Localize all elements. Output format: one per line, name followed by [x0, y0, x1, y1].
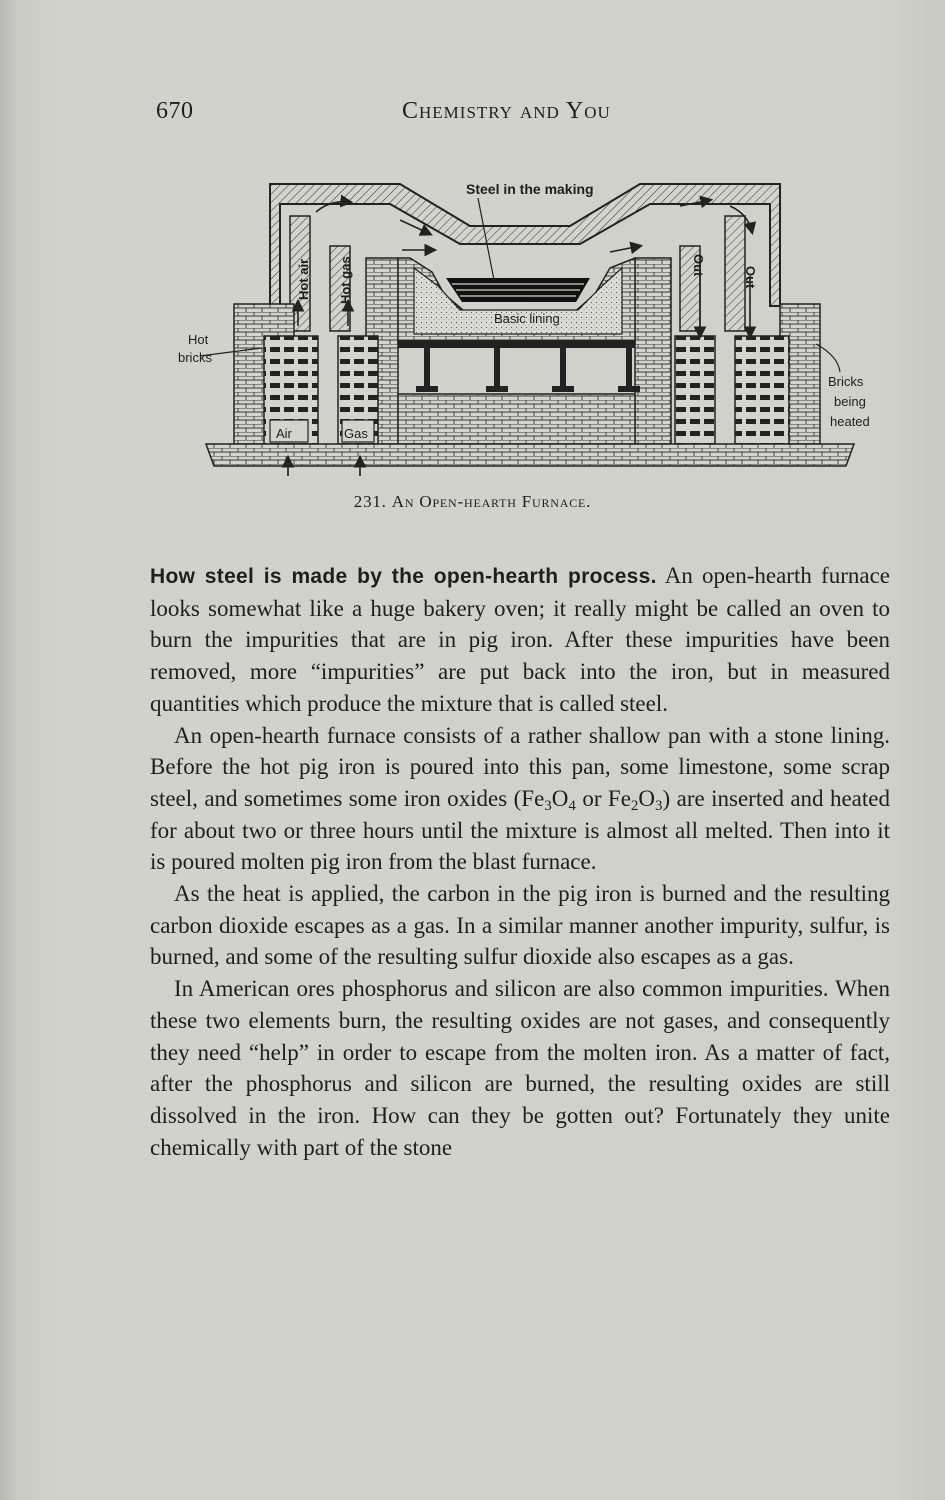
paragraph-1 — [150, 560, 890, 720]
subscript: 3 — [655, 797, 663, 814]
subscript: 2 — [630, 797, 639, 814]
label-basic-lining: Basic lining — [494, 311, 560, 326]
paragraph-2-part-c: or Fe — [575, 785, 631, 811]
subscript: 4 — [568, 797, 576, 814]
label-gas: Gas — [344, 426, 368, 441]
label-bricks-heated-line3: heated — [830, 414, 870, 429]
label-hot-gas: Hot gas — [338, 256, 353, 304]
paragraph-4: In American ores phosphorus and silicon are also common impurities. When these two elements burn, the resulting oxides are not gases, and consequently they need “help” in order to escape from the molten iron. As a matter of fact, after the phosphorus and silicon are burned, the resulting oxides are still dissolved in the iron. How can they be gotten out? Fortunately they unite chemically with part of the stone — [150, 976, 890, 1160]
paragraph-2-part-a: An open-hearth furnace consists of a rather shallow pan with a stone lining. Before the hot pig iron is poured into this pan, some limestone, some scrap steel, and sometimes some iron oxides (Fe — [150, 722, 890, 811]
support-beams — [398, 340, 640, 392]
body-text — [150, 560, 890, 1163]
open-hearth-furnace-diagram — [170, 176, 870, 476]
label-out-1: Out — [691, 254, 706, 277]
paragraph-2-part-b: O — [551, 785, 569, 811]
label-bricks-heated-line2: being — [834, 394, 866, 409]
label-bricks-heated-line1: Bricks — [828, 374, 864, 389]
label-hot-bricks-line2: bricks — [178, 350, 212, 365]
base-slab — [206, 444, 854, 466]
paragraph-3: As the heat is applied, the carbon in the pig iron is burned and the resulting carbon dioxide escapes as a gas. In a similar manner another impurity, sulfur, is burned, and some of the resulting sulfur dioxide also escapes as a gas. — [150, 881, 890, 970]
paragraph-2-part-e: ) are inserted and heated for about two or three hours until the mixture is almost all melted. Then into it is poured molten pig iron from the blast furnace. — [150, 785, 890, 875]
hearth-basin — [398, 258, 635, 344]
page-number: 670 — [156, 98, 194, 124]
label-hot-air: Hot air — [296, 258, 311, 300]
caption-number: 231. — [353, 492, 387, 511]
label-hot-bricks-line1: Hot — [188, 332, 209, 347]
label-air: Air — [276, 426, 292, 441]
label-out-2: Out — [743, 266, 758, 289]
running-title: Chemistry and You — [402, 98, 611, 124]
paragraph-1-text: An open-hearth furnace looks somewhat like a huge bakery oven; it really might be called an oven to burn the impurities that are in pig iron. After these impurities have been removed, more “impurities” are put back into the iron, but in measured quantities which produce the mixture that is called steel. — [150, 563, 890, 716]
section-heading: How steel is made by the open-hearth process. — [150, 565, 657, 588]
paragraph-2 — [150, 720, 890, 879]
figure-caption — [0, 492, 945, 512]
subscript: 3 — [544, 797, 552, 814]
label-steel-in-making: Steel in the making — [466, 181, 594, 197]
page-header — [0, 92, 945, 132]
caption-title: An Open-hearth Furnace. — [391, 492, 592, 511]
paragraph-2-part-d: O — [638, 785, 656, 811]
